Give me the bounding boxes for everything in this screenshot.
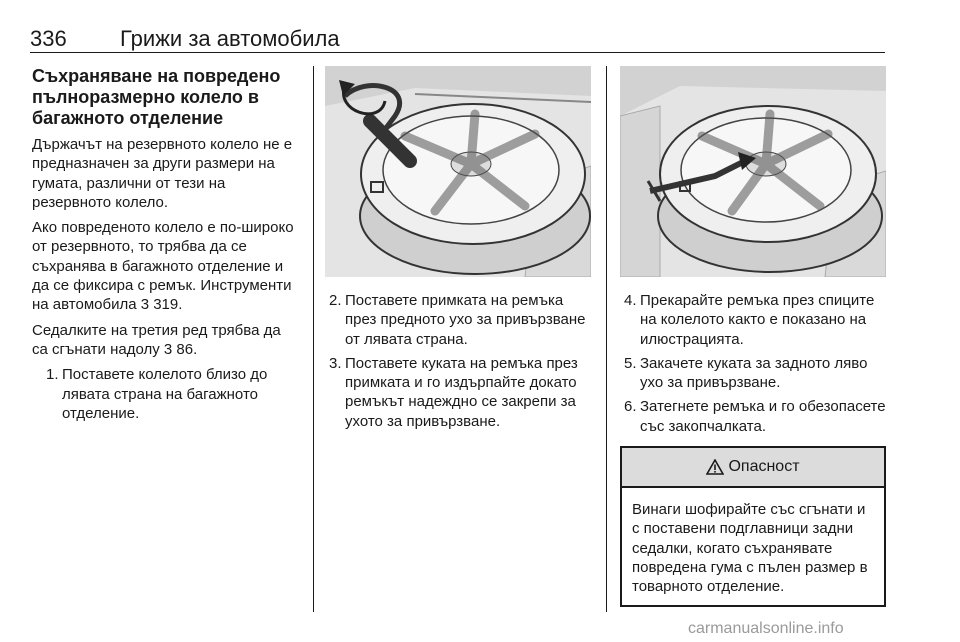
paragraph: Ако повреденото колело е по-широко от резервното, то трябва да се съхранява в багажното отделение и да се фиксира с ремък. Инструменти на автомобила 3 319. <box>32 219 294 314</box>
step-text: Прекарайте ремъка през спиците на колелото както е показано на илюстрацията. <box>640 292 875 348</box>
list-item <box>325 291 593 349</box>
column-2 <box>325 66 593 436</box>
step-text: Затегнете ремъка и го обезопасете със закопчалката. <box>640 398 886 435</box>
paragraph: Държачът на резервното колело не е предназначен за други размери на гумата, различни от тези на резервното колело. <box>32 136 293 211</box>
column-divider <box>313 66 314 612</box>
list-item <box>620 354 886 393</box>
warning-box <box>620 446 886 606</box>
list-item <box>32 365 300 423</box>
watermark: carmanualsonline.info <box>688 620 844 637</box>
column-divider <box>606 66 607 612</box>
steps-list <box>620 291 886 436</box>
warning-text: Винаги шофирайте със сгънати и с поставени подглавници задни седалки, когато съхранявате повредена гума с пълен размер в товарното отделение. <box>632 501 868 596</box>
step-number: 6. <box>624 398 637 416</box>
steps-list <box>325 291 593 431</box>
spare-wheel-strap-front-illustration <box>325 66 591 277</box>
step-number: 5. <box>624 354 637 372</box>
step-text: Поставете куката на ремъка през примката и го издърпайте докато ремъкът надеждно се закрепи за ухото за привързване. <box>345 354 578 430</box>
column-1 <box>32 66 300 428</box>
step-number: 3. <box>329 354 342 372</box>
step-number: 2. <box>329 292 342 309</box>
page-number: 336 <box>30 26 67 51</box>
page-title: Грижи за автомобила <box>120 26 340 51</box>
section-heading: Съхраняване на повредено пълноразмерно колело в багажното отделение <box>32 66 281 128</box>
steps-list <box>32 365 300 423</box>
list-item <box>620 291 886 349</box>
step-text: Закачете куката за задното ляво ухо за привързване. <box>640 354 868 392</box>
header-divider <box>30 52 885 53</box>
step-text: Поставете колелото близо до лявата страна на багажното отделение. <box>62 366 268 422</box>
step-number: 1. <box>46 366 59 384</box>
list-item <box>620 397 886 436</box>
column-3 <box>620 66 886 607</box>
list-item <box>325 354 593 431</box>
warning-title: Опасност <box>728 458 800 476</box>
warning-triangle-icon <box>706 459 724 475</box>
page-header <box>30 26 885 50</box>
spare-wheel-strap-hook-illustration <box>620 66 886 277</box>
warning-header <box>622 448 884 488</box>
step-text: Поставете примката на ремъка през предното ухо за привързване от лявата страна. <box>345 292 586 348</box>
step-number: 4. <box>624 292 637 309</box>
paragraph: Седалките на третия ред трябва да са сгънати надолу 3 86. <box>32 321 281 358</box>
